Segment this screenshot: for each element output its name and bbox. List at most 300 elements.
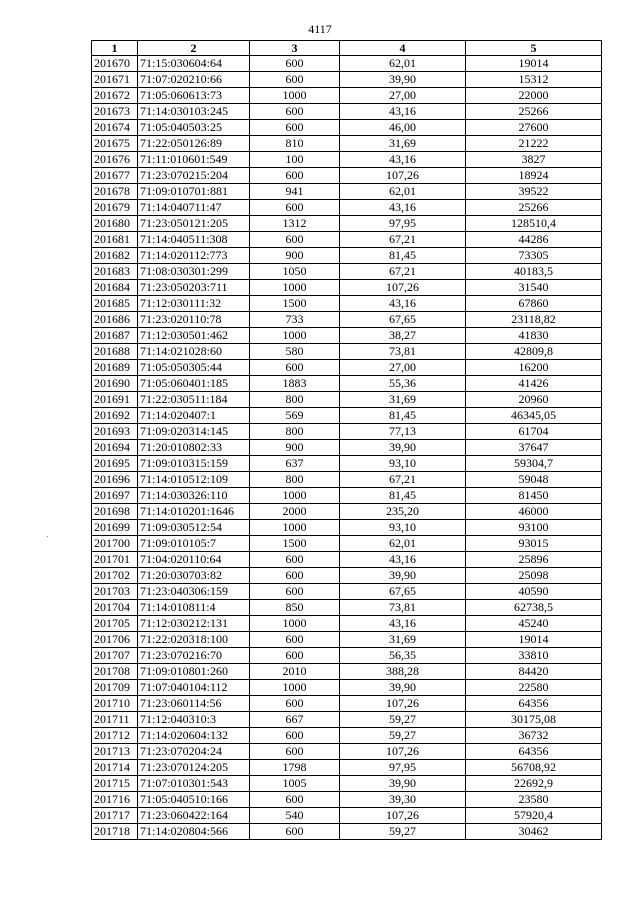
- row-number-cell: 201684: [92, 280, 138, 296]
- row-number-cell: 201705: [92, 616, 138, 632]
- header-row: [92, 41, 602, 56]
- rate-cell: 27,00: [340, 360, 466, 376]
- total-cell: 23580: [466, 792, 602, 808]
- rate-cell: 235,20: [340, 504, 466, 520]
- cadastral-number-cell: 71:23:070204:24: [138, 744, 250, 760]
- total-cell: 21222: [466, 136, 602, 152]
- table-row: [92, 584, 602, 600]
- total-cell: 73305: [466, 248, 602, 264]
- table-row: [92, 104, 602, 120]
- row-number-cell: 201676: [92, 152, 138, 168]
- total-cell: 67860: [466, 296, 602, 312]
- area-cell: 667: [250, 712, 340, 728]
- column-header-2: 2: [138, 41, 250, 56]
- column-header-4: 4: [340, 41, 466, 56]
- row-number-cell: 201710: [92, 696, 138, 712]
- rate-cell: 43,16: [340, 104, 466, 120]
- total-cell: 31540: [466, 280, 602, 296]
- row-number-cell: 201675: [92, 136, 138, 152]
- rate-cell: 46,00: [340, 120, 466, 136]
- area-cell: 900: [250, 248, 340, 264]
- total-cell: 128510,4: [466, 216, 602, 232]
- rate-cell: 97,95: [340, 760, 466, 776]
- cadastral-number-cell: 71:23:070124:205: [138, 760, 250, 776]
- total-cell: 40183,5: [466, 264, 602, 280]
- cadastral-number-cell: 71:22:030511:184: [138, 392, 250, 408]
- area-cell: 600: [250, 568, 340, 584]
- row-number-cell: 201670: [92, 56, 138, 72]
- area-cell: 2000: [250, 504, 340, 520]
- table-row: [92, 344, 602, 360]
- total-cell: 30462: [466, 824, 602, 840]
- rate-cell: 73,81: [340, 344, 466, 360]
- table-row: [92, 216, 602, 232]
- cadastral-number-cell: 71:04:020110:64: [138, 552, 250, 568]
- row-number-cell: 201681: [92, 232, 138, 248]
- row-number-cell: 201713: [92, 744, 138, 760]
- total-cell: 61704: [466, 424, 602, 440]
- cadastral-number-cell: 71:05:050305:44: [138, 360, 250, 376]
- cadastral-number-cell: 71:07:020210:66: [138, 72, 250, 88]
- area-cell: 600: [250, 792, 340, 808]
- cadastral-number-cell: 71:05:060401:185: [138, 376, 250, 392]
- total-cell: 30175,08: [466, 712, 602, 728]
- total-cell: 25896: [466, 552, 602, 568]
- table-row: [92, 392, 602, 408]
- rate-cell: 62,01: [340, 56, 466, 72]
- area-cell: 1050: [250, 264, 340, 280]
- area-cell: 1000: [250, 520, 340, 536]
- table-row: [92, 376, 602, 392]
- rate-cell: 62,01: [340, 536, 466, 552]
- rate-cell: 39,90: [340, 72, 466, 88]
- cadastral-number-cell: 71:07:010301:543: [138, 776, 250, 792]
- total-cell: 23118,82: [466, 312, 602, 328]
- row-number-cell: 201687: [92, 328, 138, 344]
- cadastral-number-cell: 71:23:070216:70: [138, 648, 250, 664]
- total-cell: 15312: [466, 72, 602, 88]
- total-cell: 22692,9: [466, 776, 602, 792]
- row-number-cell: 201678: [92, 184, 138, 200]
- row-number-cell: 201690: [92, 376, 138, 392]
- cadastral-number-cell: 71:20:030703:82: [138, 568, 250, 584]
- area-cell: 810: [250, 136, 340, 152]
- area-cell: 2010: [250, 664, 340, 680]
- table-header: [92, 41, 602, 56]
- row-number-cell: 201711: [92, 712, 138, 728]
- table-row: [92, 664, 602, 680]
- cadastral-number-cell: 71:22:020318:100: [138, 632, 250, 648]
- total-cell: 20960: [466, 392, 602, 408]
- table-row: [92, 824, 602, 840]
- total-cell: 57920,4: [466, 808, 602, 824]
- area-cell: 1500: [250, 296, 340, 312]
- area-cell: 600: [250, 120, 340, 136]
- cadastral-number-cell: 71:14:020604:132: [138, 728, 250, 744]
- total-cell: 44286: [466, 232, 602, 248]
- area-cell: 800: [250, 424, 340, 440]
- total-cell: 62738,5: [466, 600, 602, 616]
- cadastral-number-cell: 71:05:040503:25: [138, 120, 250, 136]
- table-row: [92, 280, 602, 296]
- row-number-cell: 201703: [92, 584, 138, 600]
- cadastral-number-cell: 71:12:030212:131: [138, 616, 250, 632]
- total-cell: 22000: [466, 88, 602, 104]
- area-cell: 600: [250, 232, 340, 248]
- rate-cell: 81,45: [340, 488, 466, 504]
- row-number-cell: 201706: [92, 632, 138, 648]
- total-cell: 64356: [466, 696, 602, 712]
- cadastral-number-cell: 71:14:010201:1646: [138, 504, 250, 520]
- rate-cell: 39,90: [340, 776, 466, 792]
- total-cell: 81450: [466, 488, 602, 504]
- table-row: [92, 760, 602, 776]
- cadastral-number-cell: 71:09:030512:54: [138, 520, 250, 536]
- table-row: [92, 728, 602, 744]
- row-number-cell: 201685: [92, 296, 138, 312]
- table-row: [92, 472, 602, 488]
- table-row: [92, 120, 602, 136]
- table-row: [92, 440, 602, 456]
- area-cell: 600: [250, 168, 340, 184]
- cadastral-number-cell: 71:09:010315:159: [138, 456, 250, 472]
- area-cell: 600: [250, 696, 340, 712]
- area-cell: 540: [250, 808, 340, 824]
- rate-cell: 107,26: [340, 696, 466, 712]
- area-cell: 1883: [250, 376, 340, 392]
- rate-cell: 59,27: [340, 728, 466, 744]
- area-cell: 1000: [250, 88, 340, 104]
- cadastral-number-cell: 71:12:030501:462: [138, 328, 250, 344]
- table-row: [92, 264, 602, 280]
- table-row: [92, 424, 602, 440]
- cadastral-number-cell: 71:23:060422:164: [138, 808, 250, 824]
- table-row: [92, 72, 602, 88]
- area-cell: 600: [250, 648, 340, 664]
- total-cell: 25098: [466, 568, 602, 584]
- total-cell: 64356: [466, 744, 602, 760]
- cadastral-number-cell: 71:14:010512:109: [138, 472, 250, 488]
- cadastral-number-cell: 71:14:020112:773: [138, 248, 250, 264]
- column-header-5: 5: [466, 41, 602, 56]
- total-cell: 27600: [466, 120, 602, 136]
- row-number-cell: 201671: [92, 72, 138, 88]
- row-number-cell: 201702: [92, 568, 138, 584]
- total-cell: 93015: [466, 536, 602, 552]
- row-number-cell: 201673: [92, 104, 138, 120]
- rate-cell: 39,30: [340, 792, 466, 808]
- row-number-cell: 201696: [92, 472, 138, 488]
- cadastral-number-cell: 71:14:020804:566: [138, 824, 250, 840]
- area-cell: 600: [250, 200, 340, 216]
- rate-cell: 38,27: [340, 328, 466, 344]
- rate-cell: 31,69: [340, 632, 466, 648]
- area-cell: 1005: [250, 776, 340, 792]
- row-number-cell: 201688: [92, 344, 138, 360]
- cadastral-number-cell: 71:12:030111:32: [138, 296, 250, 312]
- area-cell: 569: [250, 408, 340, 424]
- rate-cell: 107,26: [340, 744, 466, 760]
- data-table: [91, 40, 602, 840]
- area-cell: 1000: [250, 328, 340, 344]
- total-cell: 37647: [466, 440, 602, 456]
- row-number-cell: 201677: [92, 168, 138, 184]
- table-row: [92, 184, 602, 200]
- rate-cell: 56,35: [340, 648, 466, 664]
- rate-cell: 81,45: [340, 248, 466, 264]
- row-number-cell: 201704: [92, 600, 138, 616]
- total-cell: 40590: [466, 584, 602, 600]
- table-row: [92, 152, 602, 168]
- table-row: [92, 136, 602, 152]
- table-row: [92, 680, 602, 696]
- row-number-cell: 201701: [92, 552, 138, 568]
- cadastral-number-cell: 71:09:020314:145: [138, 424, 250, 440]
- cadastral-number-cell: 71:23:060114:56: [138, 696, 250, 712]
- cadastral-number-cell: 71:09:010801:260: [138, 664, 250, 680]
- page-number: 4117: [308, 22, 332, 36]
- rate-cell: 73,81: [340, 600, 466, 616]
- row-number-cell: 201707: [92, 648, 138, 664]
- total-cell: 59304,7: [466, 456, 602, 472]
- total-cell: 22580: [466, 680, 602, 696]
- cadastral-number-cell: 71:09:010701:881: [138, 184, 250, 200]
- cadastral-number-cell: 71:23:050121:205: [138, 216, 250, 232]
- row-number-cell: 201697: [92, 488, 138, 504]
- rate-cell: 93,10: [340, 520, 466, 536]
- table-row: [92, 648, 602, 664]
- row-number-cell: 201686: [92, 312, 138, 328]
- cadastral-number-cell: 71:14:030103:245: [138, 104, 250, 120]
- row-number-cell: 201709: [92, 680, 138, 696]
- cadastral-number-cell: 71:14:021028:60: [138, 344, 250, 360]
- table-row: [92, 248, 602, 264]
- rate-cell: 59,27: [340, 824, 466, 840]
- cadastral-number-cell: 71:07:040104:112: [138, 680, 250, 696]
- row-number-cell: 201683: [92, 264, 138, 280]
- table-row: [92, 552, 602, 568]
- cadastral-number-cell: 71:09:010105:7: [138, 536, 250, 552]
- table-row: [92, 776, 602, 792]
- rate-cell: 77,13: [340, 424, 466, 440]
- total-cell: 19014: [466, 632, 602, 648]
- table-row: [92, 232, 602, 248]
- area-cell: 600: [250, 584, 340, 600]
- rate-cell: 39,90: [340, 568, 466, 584]
- table-row: [92, 56, 602, 72]
- cadastral-number-cell: 71:20:010802:33: [138, 440, 250, 456]
- rate-cell: 43,16: [340, 152, 466, 168]
- rate-cell: 27,00: [340, 88, 466, 104]
- total-cell: 45240: [466, 616, 602, 632]
- column-header-1: 1: [92, 41, 138, 56]
- cadastral-number-cell: 71:05:060613:73: [138, 88, 250, 104]
- row-number-cell: 201700: [92, 536, 138, 552]
- total-cell: 46000: [466, 504, 602, 520]
- area-cell: 600: [250, 744, 340, 760]
- column-header-3: 3: [250, 41, 340, 56]
- row-number-cell: 201695: [92, 456, 138, 472]
- row-number-cell: 201680: [92, 216, 138, 232]
- area-cell: 580: [250, 344, 340, 360]
- cadastral-number-cell: 71:22:050126:89: [138, 136, 250, 152]
- area-cell: 1798: [250, 760, 340, 776]
- row-number-cell: 201672: [92, 88, 138, 104]
- total-cell: 59048: [466, 472, 602, 488]
- cadastral-number-cell: 71:23:020110:78: [138, 312, 250, 328]
- cadastral-number-cell: 71:12:040310:3: [138, 712, 250, 728]
- row-number-cell: 201691: [92, 392, 138, 408]
- table-row: [92, 456, 602, 472]
- total-cell: 25266: [466, 200, 602, 216]
- rate-cell: 67,21: [340, 232, 466, 248]
- rate-cell: 55,36: [340, 376, 466, 392]
- area-cell: 850: [250, 600, 340, 616]
- area-cell: 800: [250, 392, 340, 408]
- cadastral-number-cell: 71:14:020407:1: [138, 408, 250, 424]
- row-number-cell: 201717: [92, 808, 138, 824]
- total-cell: 84420: [466, 664, 602, 680]
- table-row: [92, 328, 602, 344]
- area-cell: 600: [250, 632, 340, 648]
- total-cell: 19014: [466, 56, 602, 72]
- table-row: [92, 200, 602, 216]
- cadastral-number-cell: 71:08:030301:299: [138, 264, 250, 280]
- row-number-cell: 201699: [92, 520, 138, 536]
- cadastral-number-cell: 71:23:070215:204: [138, 168, 250, 184]
- area-cell: 600: [250, 72, 340, 88]
- table-row: [92, 808, 602, 824]
- table-row: [92, 792, 602, 808]
- rate-cell: 67,65: [340, 584, 466, 600]
- table-row: [92, 520, 602, 536]
- area-cell: 1000: [250, 280, 340, 296]
- area-cell: 600: [250, 552, 340, 568]
- row-number-cell: 201682: [92, 248, 138, 264]
- table-body: [92, 56, 602, 840]
- table-row: [92, 568, 602, 584]
- total-cell: 25266: [466, 104, 602, 120]
- rate-cell: 39,90: [340, 680, 466, 696]
- area-cell: 733: [250, 312, 340, 328]
- row-number-cell: 201712: [92, 728, 138, 744]
- table-row: [92, 696, 602, 712]
- table-row: [92, 504, 602, 520]
- rate-cell: 388,28: [340, 664, 466, 680]
- row-number-cell: 201715: [92, 776, 138, 792]
- cadastral-number-cell: 71:15:030604:64: [138, 56, 250, 72]
- rate-cell: 107,26: [340, 280, 466, 296]
- row-number-cell: 201689: [92, 360, 138, 376]
- rate-cell: 67,21: [340, 264, 466, 280]
- cadastral-number-cell: 71:11:010601:549: [138, 152, 250, 168]
- total-cell: 16200: [466, 360, 602, 376]
- area-cell: 100: [250, 152, 340, 168]
- row-number-cell: 201698: [92, 504, 138, 520]
- area-cell: 1500: [250, 536, 340, 552]
- cadastral-number-cell: 71:14:040511:308: [138, 232, 250, 248]
- rate-cell: 107,26: [340, 808, 466, 824]
- rate-cell: 43,16: [340, 296, 466, 312]
- total-cell: 93100: [466, 520, 602, 536]
- rate-cell: 93,10: [340, 456, 466, 472]
- table-row: [92, 296, 602, 312]
- total-cell: 41830: [466, 328, 602, 344]
- rate-cell: 67,65: [340, 312, 466, 328]
- table-row: [92, 168, 602, 184]
- area-cell: 941: [250, 184, 340, 200]
- table-row: [92, 536, 602, 552]
- total-cell: 46345,05: [466, 408, 602, 424]
- row-number-cell: 201693: [92, 424, 138, 440]
- table-row: [92, 600, 602, 616]
- area-cell: 1000: [250, 616, 340, 632]
- row-number-cell: 201714: [92, 760, 138, 776]
- cadastral-number-cell: 71:14:040711:47: [138, 200, 250, 216]
- total-cell: 33810: [466, 648, 602, 664]
- table-row: [92, 312, 602, 328]
- cadastral-number-cell: 71:14:030326:110: [138, 488, 250, 504]
- table-row: [92, 616, 602, 632]
- area-cell: 600: [250, 360, 340, 376]
- total-cell: 36732: [466, 728, 602, 744]
- cadastral-number-cell: 71:14:010811:4: [138, 600, 250, 616]
- row-number-cell: 201674: [92, 120, 138, 136]
- area-cell: 1000: [250, 488, 340, 504]
- rate-cell: 43,16: [340, 200, 466, 216]
- cadastral-number-cell: 71:05:040510:166: [138, 792, 250, 808]
- table-row: [92, 360, 602, 376]
- area-cell: 600: [250, 56, 340, 72]
- table-row: [92, 408, 602, 424]
- rate-cell: 59,27: [340, 712, 466, 728]
- table-row: [92, 488, 602, 504]
- rate-cell: 97,95: [340, 216, 466, 232]
- area-cell: 600: [250, 824, 340, 840]
- area-cell: 600: [250, 104, 340, 120]
- area-cell: 637: [250, 456, 340, 472]
- cadastral-number-cell: 71:23:040306:159: [138, 584, 250, 600]
- total-cell: 3827: [466, 152, 602, 168]
- total-cell: 41426: [466, 376, 602, 392]
- row-number-cell: 201692: [92, 408, 138, 424]
- rate-cell: 81,45: [340, 408, 466, 424]
- rate-cell: 43,16: [340, 552, 466, 568]
- table-row: [92, 712, 602, 728]
- row-number-cell: 201708: [92, 664, 138, 680]
- table-row: [92, 744, 602, 760]
- total-cell: 42809,8: [466, 344, 602, 360]
- rate-cell: 31,69: [340, 136, 466, 152]
- rate-cell: 31,69: [340, 392, 466, 408]
- area-cell: 900: [250, 440, 340, 456]
- total-cell: 18924: [466, 168, 602, 184]
- rate-cell: 39,90: [340, 440, 466, 456]
- table-row: [92, 632, 602, 648]
- area-cell: 1312: [250, 216, 340, 232]
- row-number-cell: 201718: [92, 824, 138, 840]
- rate-cell: 43,16: [340, 616, 466, 632]
- total-cell: 39522: [466, 184, 602, 200]
- total-cell: 56708,92: [466, 760, 602, 776]
- row-number-cell: 201716: [92, 792, 138, 808]
- rate-cell: 62,01: [340, 184, 466, 200]
- row-number-cell: 201694: [92, 440, 138, 456]
- area-cell: 1000: [250, 680, 340, 696]
- row-number-cell: 201679: [92, 200, 138, 216]
- table-row: [92, 88, 602, 104]
- rate-cell: 67,21: [340, 472, 466, 488]
